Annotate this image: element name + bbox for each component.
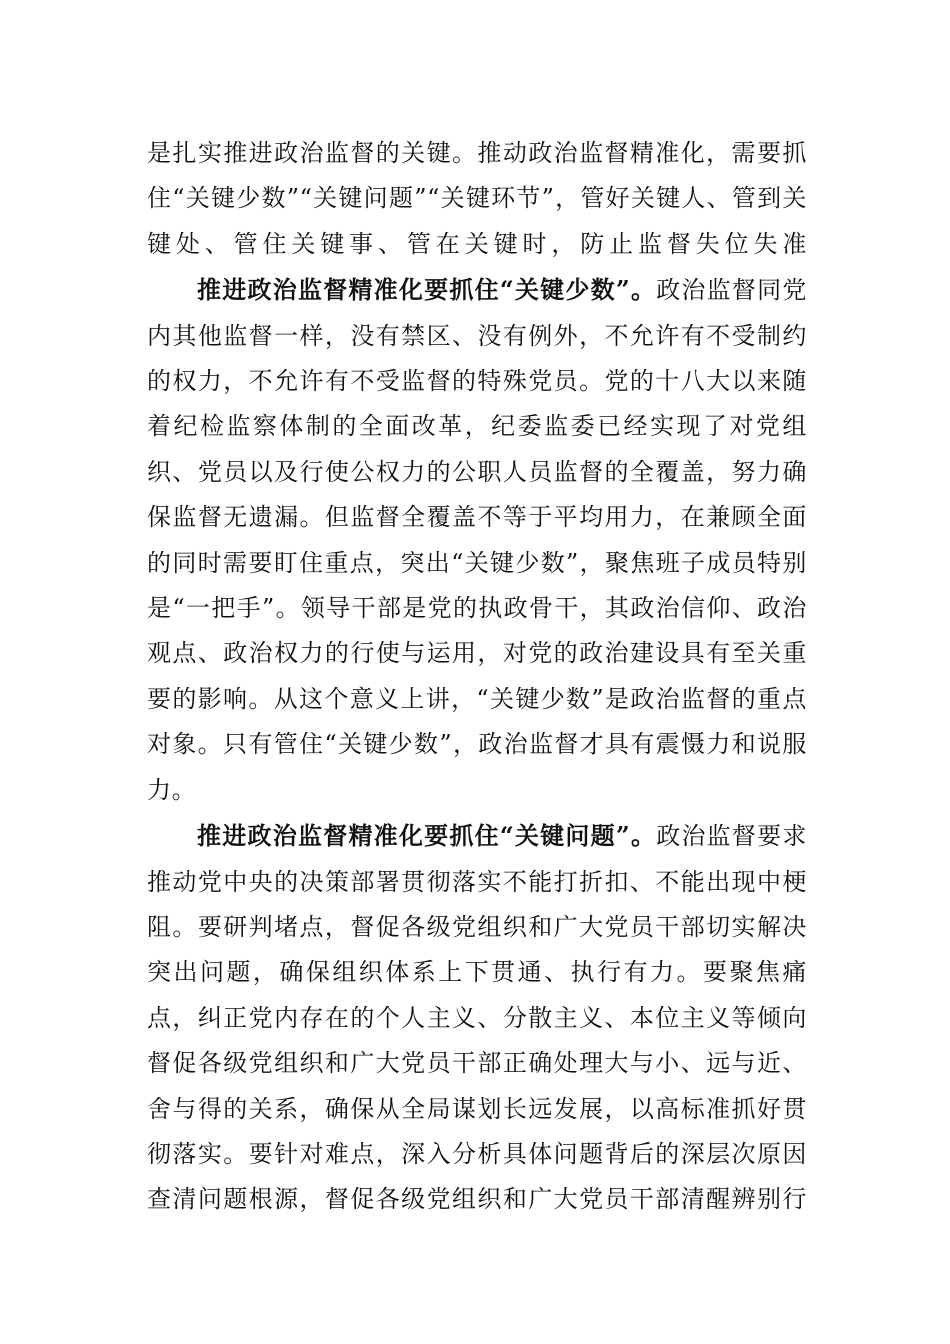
paragraph-heading: 推进政治监督精准化要抓住“关键问题”。 (197, 821, 657, 851)
paragraph-body: 政治监督要求推动党中央的决策部署贯彻落实不能打折扣、不能出现中梗阻。要研判堵点，督促各级党组织和广大党员干部切实解决突出问题，确保组织体系上下贯通、执行有力。要聚焦痛点，纠正党内存在的个人主义、分散主义、本位主义等倾向督促各级党组织和广大党员干部正确处理大与小、远与近、舍与得的关系，确保从全局谋划长远发展，以高标准抓好贯彻落实。要针对难点，深入分析具体问题背后的深层次原因查清问题根源，督促各级党组织和广大党员干部清醒辨别行 (147, 822, 807, 1214)
paragraph-key-issues (147, 813, 807, 1223)
document-page (147, 131, 807, 1223)
paragraph-body: 是扎实推进政治监督的关键。推动政治监督精准化，需要抓住“关键少数”“关键问题”“关键环节”，管好关键人、管到关键处、管住关键事、管在关键时，防止监督失位失准 (147, 139, 807, 258)
paragraph-body: 政治监督同党内其他监督一样，没有禁区、没有例外，不允许有不受制约的权力，不允许有不受监督的特殊党员。党的十八大以来随着纪检监察体制的全面改革，纪委监委已经实现了对党组织、党员以及行使公权力的公职人员监督的全覆盖，努力确保监督无遗漏。但监督全覆盖不等于平均用力，在兼顾全面的同时需要盯住重点，突出“关键少数”，聚焦班子成员特别是“一把手”。领导干部是党的执政骨干，其政治信仰、政治观点、政治权力的行使与运用，对党的政治建设具有至关重要的影响。从这个意义上讲，“关键少数”是政治监督的重点对象。只有管住“关键少数”，政治监督才具有震慑力和说服力。 (147, 276, 807, 804)
paragraph-intro-continuation (147, 131, 807, 267)
paragraph-heading: 推进政治监督精准化要抓住“关键少数”。 (197, 275, 657, 305)
paragraph-key-minority (147, 267, 807, 813)
